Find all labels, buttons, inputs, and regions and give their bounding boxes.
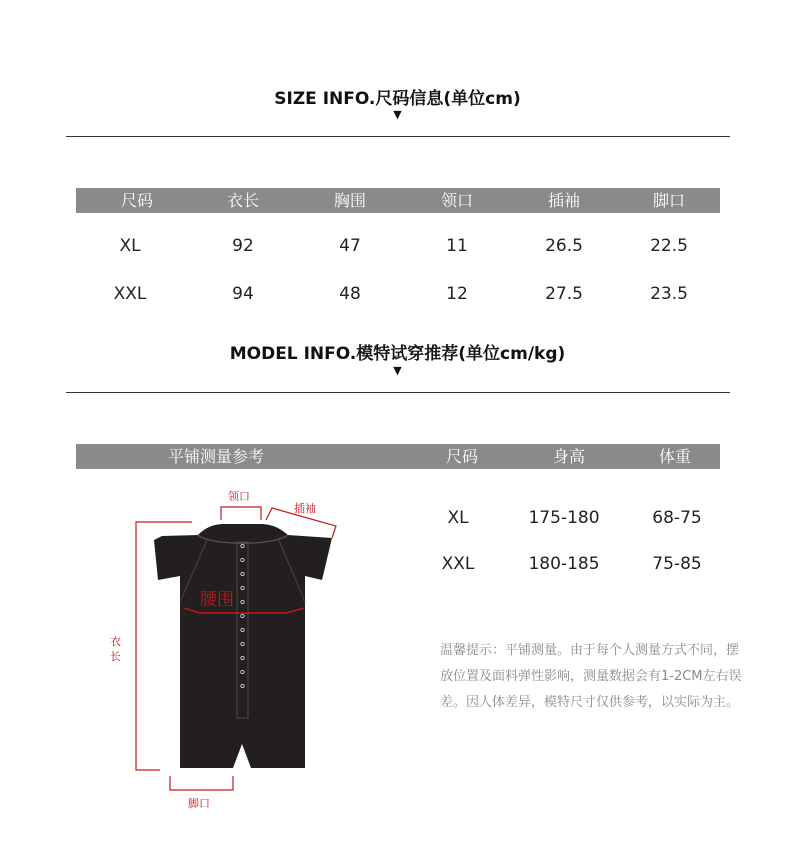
- collar-label: 领口: [228, 490, 250, 503]
- size-info-title: SIZE INFO.尺码信息(单位cm): [274, 89, 521, 109]
- model-info-divider: [66, 392, 730, 393]
- hem-cell: 22.5: [650, 236, 688, 256]
- collar-cell: 11: [446, 236, 468, 256]
- weight-cell: 75-85: [652, 554, 702, 574]
- garment-diagram: [100, 480, 360, 820]
- size-info-divider: [66, 136, 730, 137]
- height-cell: 180-185: [528, 554, 600, 574]
- chest-cell: 48: [339, 284, 361, 304]
- weight-cell: 68-75: [652, 508, 702, 528]
- model-info-arrow: ▼: [393, 364, 402, 377]
- size-table-header: [76, 188, 720, 213]
- header-sleeve: 插袖: [547, 191, 580, 210]
- size-info-arrow: ▼: [393, 108, 402, 121]
- size-cell: XL: [119, 236, 141, 256]
- size-cell: XXL: [113, 284, 147, 304]
- chest-cell: 47: [339, 236, 361, 256]
- table-row: [76, 284, 720, 308]
- model-info-title: MODEL INFO.模特试穿推荐(单位cm/kg): [229, 344, 566, 364]
- header-collar: 领口: [440, 191, 473, 210]
- model-table-header: [416, 444, 720, 469]
- table-row: [416, 508, 720, 532]
- measurement-note: 温馨提示：平铺测量。由于每个人测量方式不同，摆放位置及面料弹性影响，测量数据会有1-2CM左右误差。因人体差异，模特尺寸仅供参考，以实际为主。: [440, 643, 742, 710]
- hem-bracket: [170, 776, 233, 790]
- length-label: 衣长: [110, 635, 121, 663]
- size-cell: XL: [447, 508, 469, 528]
- header-height: 身高: [552, 447, 585, 466]
- sleeve-label: 插袖: [294, 502, 316, 515]
- header-chest: 胸围: [333, 191, 366, 210]
- length-cell: 94: [232, 284, 254, 304]
- table-row: [416, 554, 720, 578]
- header-length: 衣长: [226, 191, 259, 210]
- collar-bracket: [221, 507, 261, 520]
- length-cell: 92: [232, 236, 254, 256]
- waist-label: 腰围: [200, 590, 234, 610]
- collar-cell: 12: [446, 284, 468, 304]
- hem-label: 脚口: [188, 797, 210, 810]
- header-size: 尺码: [445, 447, 478, 466]
- height-cell: 175-180: [528, 508, 600, 528]
- header-weight: 体重: [658, 447, 691, 466]
- measure-header-label: 平铺测量参考: [167, 447, 264, 466]
- sleeve-cell: 27.5: [545, 284, 583, 304]
- header-size: 尺码: [120, 191, 153, 210]
- table-row: [76, 236, 720, 260]
- size-cell: XXL: [441, 554, 475, 574]
- hem-cell: 23.5: [650, 284, 688, 304]
- measure-header: [76, 444, 416, 469]
- sleeve-cell: 26.5: [545, 236, 583, 256]
- header-hem: 脚口: [652, 191, 685, 210]
